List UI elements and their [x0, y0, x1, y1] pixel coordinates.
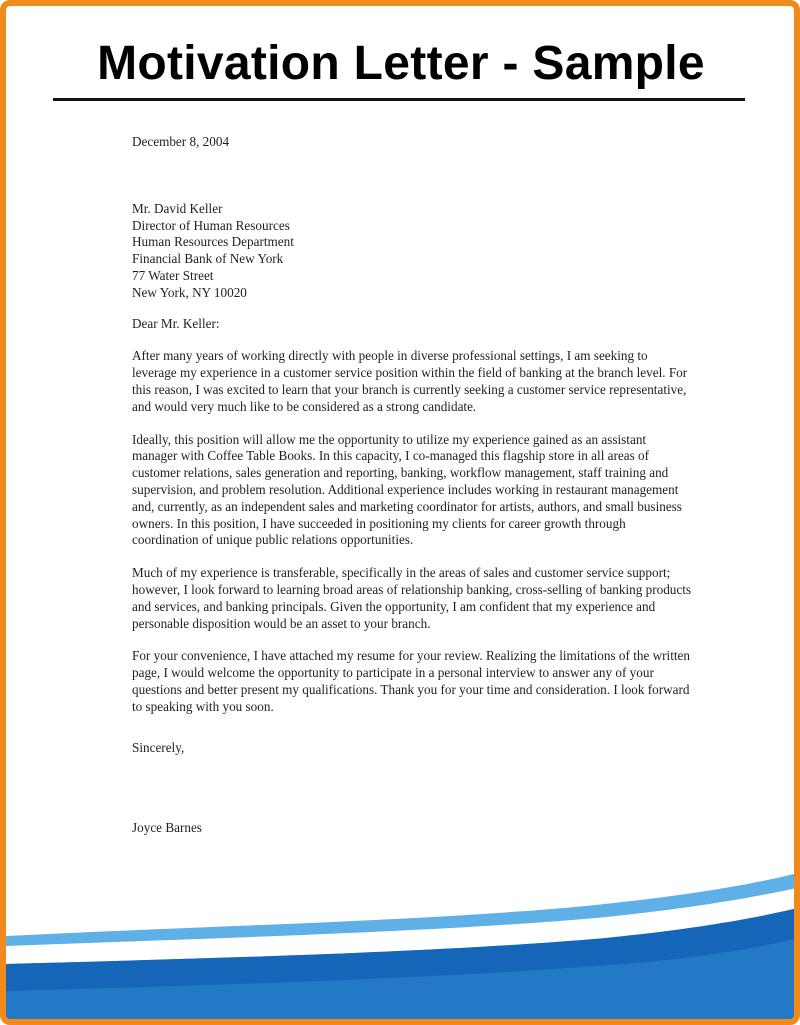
body-paragraph-1: After many years of working directly with people in diverse professional settings, I am seeking to leverage my experience in a customer service position within the field of banking at the branch level. For this reason, I was excited to learn that your branch is currently seeking a customer service representative, and would very much like to be considered as a strong candidate.: [132, 348, 688, 414]
title-underline: [53, 98, 745, 101]
recipient-address: [132, 201, 692, 302]
recipient-name: Mr. David Keller: [132, 200, 223, 216]
body-paragraph-3: Much of my experience is transferable, specifically in the areas of sales and customer service support; however, I look forward to learning broad areas of relationship banking, cross-selling of banking products and services, and banking principals. Given the opportunity, I am confident that my experience and personable disposition would be an asset to your branch.: [132, 565, 692, 631]
salutation: Dear Mr. Keller:: [132, 315, 220, 331]
decorative-wave-footer: [6, 866, 800, 1025]
recipient-department: Human Resources Department: [132, 234, 294, 250]
signature-name: Joyce Barnes: [132, 820, 202, 836]
recipient-company: Financial Bank of New York: [132, 251, 284, 267]
closing: Sincerely,: [132, 739, 185, 755]
recipient-street: 77 Water Street: [132, 267, 214, 283]
body-paragraph-4: For your convenience, I have attached my resume for your review. Realizing the limitations of the written page, I would welcome the opportunity to participate in a personal interview to answer any of your questions and better present my qualifications. Thank you for your time and consideration. I look forward to speaking with you soon.: [132, 648, 690, 714]
recipient-title: Director of Human Resources: [132, 217, 290, 233]
recipient-city: New York, NY 10020: [132, 284, 247, 300]
letter-body: [132, 134, 692, 837]
letter-date: December 8, 2004: [132, 134, 230, 149]
page-title: Motivation Letter - Sample: [97, 37, 705, 90]
body-paragraph-2: Ideally, this position will allow me the opportunity to utilize my experience gained as an assistant manager with Coffee Table Books. In this capacity, I co-managed this flagship store in all areas of customer relations, sales generation and reporting, banking, workflow management, staff training and supervision, and problem resolution. Additional experience includes working in restaurant management and, currently, as an independent sales and marketing coordinator for artists, authors, and small business owners. In this position, I have succeeded in positioning my clients for career growth through coordination of unique public relations opportunities.: [132, 431, 682, 548]
